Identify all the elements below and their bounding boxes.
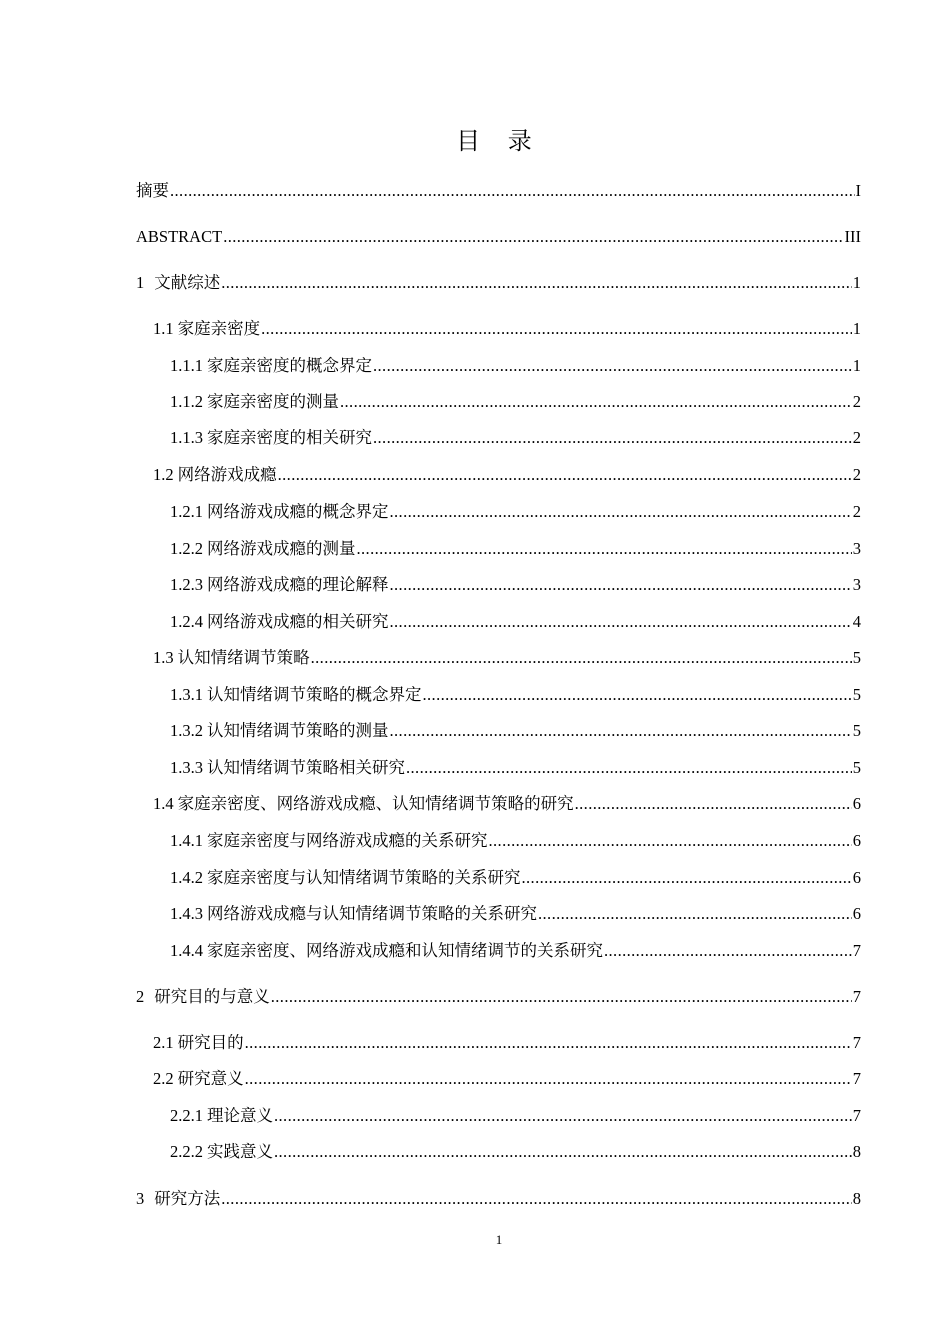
toc-entry-number: 1.4.4	[170, 941, 203, 960]
toc-entry-page: 2	[852, 502, 861, 521]
toc-entry-page: 8	[852, 1142, 861, 1161]
toc-entry-page: 5	[852, 721, 861, 740]
toc-entry-page: 8	[852, 1189, 861, 1208]
toc-dot-leader	[575, 792, 852, 816]
toc-entry-subsection-1-2-2[interactable]	[170, 537, 861, 561]
toc-entry-page: 7	[852, 1106, 861, 1125]
toc-entry-number: 2.2.2	[170, 1142, 203, 1161]
toc-dot-leader	[390, 610, 852, 634]
toc-entry-number: 1.4.3	[170, 904, 203, 923]
toc-entry-label: 理论意义	[207, 1106, 273, 1125]
toc-entry-abstract-cn[interactable]	[136, 179, 861, 203]
toc-entry-page: 7	[852, 987, 861, 1006]
toc-dot-leader	[245, 1031, 852, 1055]
toc-dot-leader	[373, 426, 852, 450]
toc-entry-label: 家庭亲密度、网络游戏成瘾和认知情绪调节的关系研究	[207, 941, 603, 960]
toc-entry-page: 6	[852, 794, 861, 813]
toc-entry-number: 1.2.1	[170, 502, 203, 521]
toc-entry-chapter-1[interactable]	[136, 271, 861, 295]
toc-entry-label: 摘要	[136, 181, 169, 200]
toc-dot-leader	[221, 271, 852, 295]
toc-entry-subsection-1-2-3[interactable]	[170, 573, 861, 597]
toc-entry-number: 2.2.1	[170, 1106, 203, 1125]
toc-entry-number: 1.2.3	[170, 575, 203, 594]
toc-entry-page: 5	[852, 685, 861, 704]
toc-entry-subsection-1-2-4[interactable]	[170, 610, 861, 634]
toc-entry-label: 研究方法	[154, 1189, 221, 1208]
toc-entry-number: 1.3.1	[170, 685, 203, 704]
toc-entry-label: 家庭亲密度、网络游戏成瘾、认知情绪调节策略的研究	[177, 794, 574, 813]
toc-entry-subsection-1-1-1[interactable]	[170, 354, 861, 378]
toc-entry-page: 7	[852, 1069, 861, 1088]
toc-dot-leader	[340, 390, 852, 414]
toc-entry-number: 1.4	[153, 794, 174, 813]
toc-dot-leader	[271, 985, 852, 1009]
toc-entry-label: 网络游戏成瘾的理论解释	[207, 575, 389, 594]
toc-entry-page: 3	[852, 575, 861, 594]
toc-dot-leader	[274, 1140, 852, 1164]
toc-entry-number: 2.2	[153, 1069, 174, 1088]
toc-dot-leader	[278, 463, 852, 487]
toc-entry-number: 1.2.2	[170, 539, 203, 558]
toc-entry-number: 2.1	[153, 1033, 174, 1052]
toc-entry-subsection-1-4-1[interactable]	[170, 829, 861, 853]
toc-dot-leader	[357, 537, 852, 561]
toc-dot-leader	[390, 500, 852, 524]
toc-entry-number: 1	[136, 273, 145, 292]
toc-entry-label: 家庭亲密度的相关研究	[207, 428, 372, 447]
toc-entry-page: 6	[852, 868, 861, 887]
toc-entry-number: 1.3	[153, 648, 174, 667]
toc-entry-page: 5	[852, 648, 861, 667]
toc-entry-page: 1	[852, 273, 861, 292]
toc-entry-label: 家庭亲密度与认知情绪调节策略的关系研究	[207, 868, 521, 887]
toc-entry-subsection-2-2-2[interactable]	[170, 1140, 861, 1164]
toc-entry-section-2-2[interactable]	[153, 1067, 861, 1091]
toc-entry-page: 4	[852, 612, 861, 631]
toc-entry-label: 家庭亲密度	[177, 319, 261, 338]
toc-dot-leader	[170, 179, 855, 203]
toc-dot-leader	[423, 683, 852, 707]
toc-dot-leader	[538, 902, 852, 926]
toc-entry-number: 1.1.1	[170, 356, 203, 375]
toc-entry-label: 研究意义	[177, 1069, 244, 1088]
toc-entry-number: 1.4.1	[170, 831, 203, 850]
toc-entry-page: 7	[852, 941, 861, 960]
toc-entry-page: 6	[852, 831, 861, 850]
toc-entry-number: 1.1	[153, 319, 174, 338]
toc-entry-subsection-1-3-3[interactable]	[170, 756, 861, 780]
toc-entry-page: 6	[852, 904, 861, 923]
toc-entry-section-2-1[interactable]	[153, 1031, 861, 1055]
toc-dot-leader	[522, 866, 852, 890]
toc-entry-label: 认知情绪调节策略相关研究	[207, 758, 405, 777]
toc-dot-leader	[261, 317, 852, 341]
toc-entry-chapter-2[interactable]	[136, 985, 861, 1009]
toc-entry-page: 1	[852, 319, 861, 338]
toc-dot-leader	[311, 646, 852, 670]
toc-entry-label: 家庭亲密度的概念界定	[207, 356, 372, 375]
toc-entry-page: 5	[852, 758, 861, 777]
toc-entry-subsection-1-1-2[interactable]	[170, 390, 861, 414]
toc-entry-subsection-1-4-4[interactable]	[170, 939, 861, 963]
toc-entry-label: 文献综述	[154, 273, 221, 292]
toc-entry-number: 1.2	[153, 465, 174, 484]
toc-entry-chapter-3[interactable]	[136, 1187, 861, 1211]
toc-entry-page: I	[855, 181, 861, 200]
toc-entry-page: 1	[852, 356, 861, 375]
toc-dot-leader	[390, 719, 852, 743]
toc-entry-label: 研究目的	[177, 1033, 244, 1052]
toc-entry-subsection-1-3-1[interactable]	[170, 683, 861, 707]
toc-entry-label: 实践意义	[207, 1142, 273, 1161]
toc-entry-label: 网络游戏成瘾与认知情绪调节策略的关系研究	[207, 904, 537, 923]
page-number: 1	[495, 1232, 503, 1247]
toc-entry-subsection-1-4-3[interactable]	[170, 902, 861, 926]
toc-dot-leader	[245, 1067, 852, 1091]
toc-entry-page: 2	[852, 465, 861, 484]
toc-entry-subsection-2-2-1[interactable]	[170, 1104, 861, 1128]
toc-entry-label: 认知情绪调节策略的概念界定	[207, 685, 422, 704]
toc-dot-leader	[390, 573, 852, 597]
toc-entry-label: 家庭亲密度与网络游戏成瘾的关系研究	[207, 831, 488, 850]
toc-dot-leader	[604, 939, 852, 963]
toc-entry-number: 1.4.2	[170, 868, 203, 887]
toc-dot-leader	[406, 756, 852, 780]
toc-entry-subsection-1-3-2[interactable]	[170, 719, 861, 743]
toc-entry-number: 1.2.4	[170, 612, 203, 631]
toc-entry-number: 1.1.3	[170, 428, 203, 447]
toc-entry-page: 7	[852, 1033, 861, 1052]
toc-dot-leader	[489, 829, 852, 853]
toc-entry-label: 网络游戏成瘾	[177, 465, 277, 484]
toc-entry-number: 1.3.2	[170, 721, 203, 740]
toc-entry-subsection-1-2-1[interactable]	[170, 500, 861, 524]
toc-entry-label: 网络游戏成瘾的概念界定	[207, 502, 389, 521]
toc-dot-leader	[274, 1104, 852, 1128]
toc-entry-page: 2	[852, 428, 861, 447]
toc-entry-subsection-1-1-3[interactable]	[170, 426, 861, 450]
toc-entry-label: 研究目的与意义	[154, 987, 270, 1006]
toc-entry-page: 3	[852, 539, 861, 558]
toc-entry-abstract-en[interactable]	[136, 225, 861, 249]
toc-dot-leader	[223, 225, 843, 249]
toc-entry-section-1-1[interactable]	[153, 317, 861, 341]
toc-entry-label: 网络游戏成瘾的相关研究	[207, 612, 389, 631]
toc-entry-label: 家庭亲密度的测量	[207, 392, 339, 411]
toc-entry-number: 1.1.2	[170, 392, 203, 411]
toc-entry-label: 认知情绪调节策略的测量	[207, 721, 389, 740]
toc-entry-number: 2	[136, 987, 145, 1006]
toc-entry-number: 1.3.3	[170, 758, 203, 777]
toc-entry-page: 2	[852, 392, 861, 411]
toc-dot-leader	[373, 354, 852, 378]
toc-entry-label: 认知情绪调节策略	[177, 648, 310, 667]
toc-dot-leader	[221, 1187, 852, 1211]
page-title: 目 录	[456, 127, 542, 155]
toc-entry-section-1-4[interactable]	[153, 792, 861, 816]
toc-entry-subsection-1-4-2[interactable]	[170, 866, 861, 890]
toc-entry-page: III	[844, 227, 861, 246]
toc-entry-section-1-2[interactable]	[153, 463, 861, 487]
toc-entry-number: 3	[136, 1189, 145, 1208]
toc-entry-section-1-3[interactable]	[153, 646, 861, 670]
toc-entry-label: 网络游戏成瘾的测量	[207, 539, 356, 558]
toc-entry-label: ABSTRACT	[136, 227, 223, 246]
